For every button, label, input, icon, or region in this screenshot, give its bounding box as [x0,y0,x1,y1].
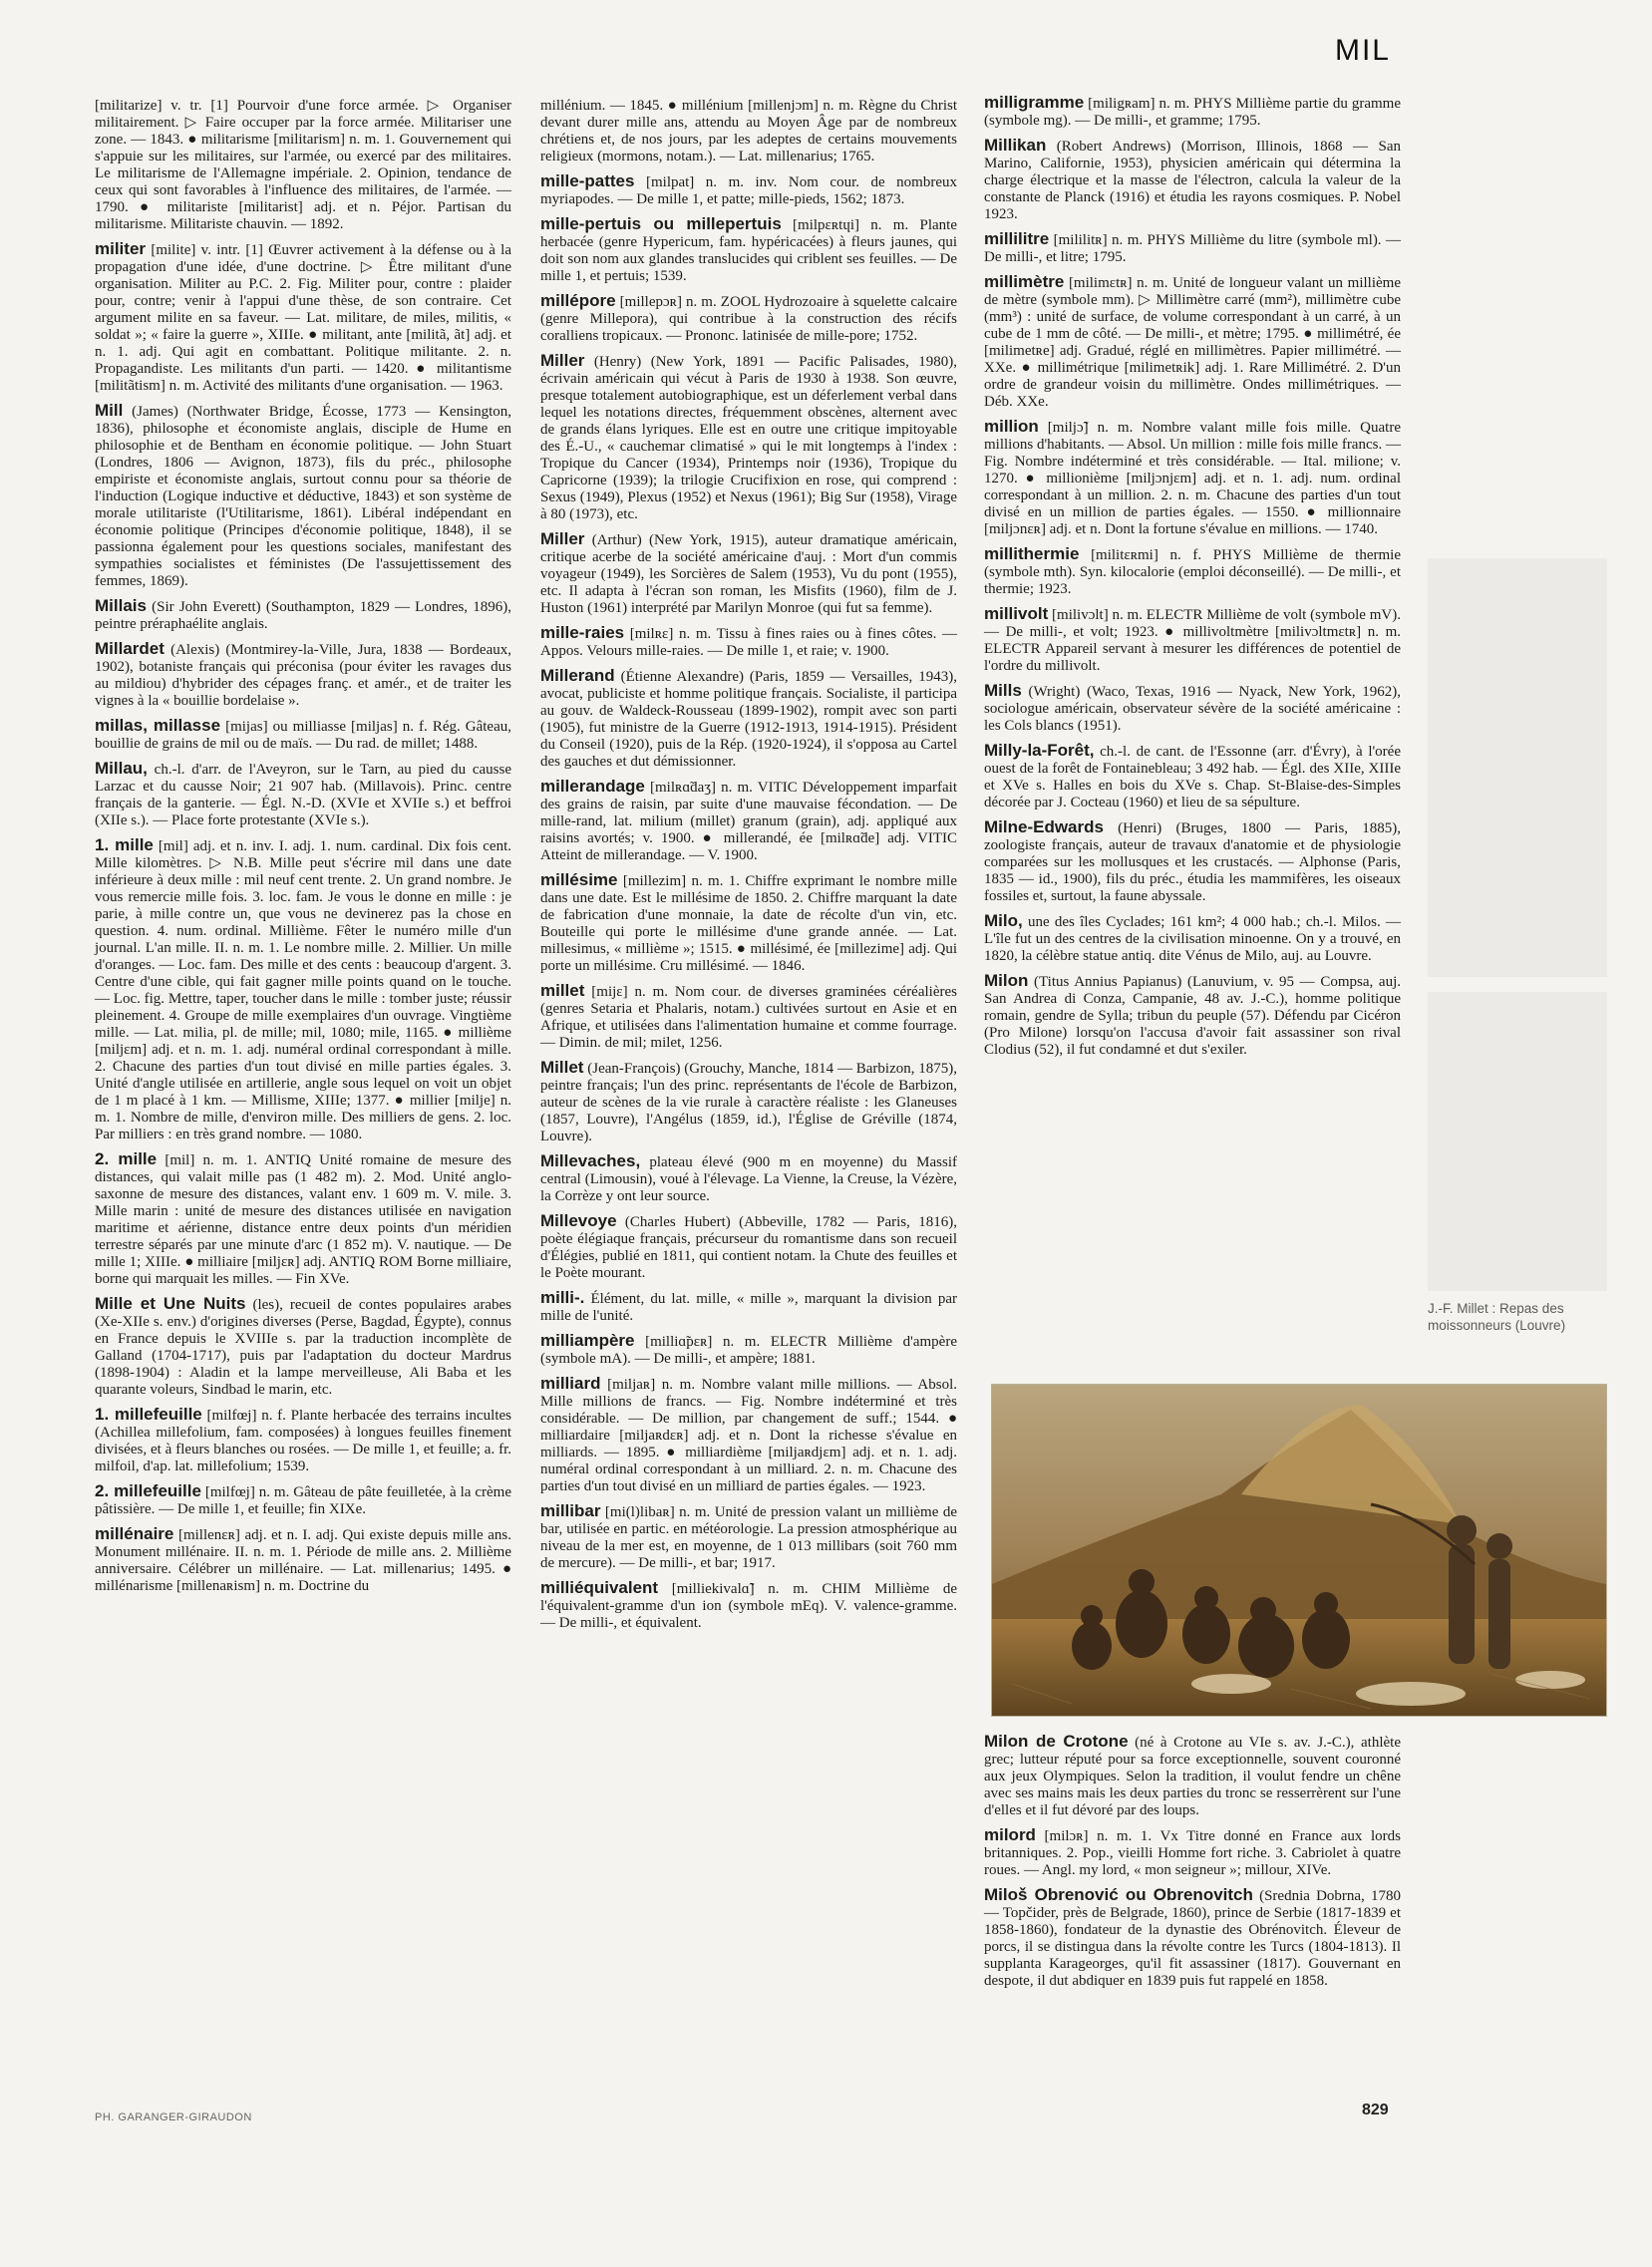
entry-text: (James) (Northwater Bridge, Écosse, 1773 — Kensington, 1836), philosophe et économiste anglais, disciple de Hume en philosophie et de Bentham en économie politique. — John Stuart (Londres, 1806 — Avignon, 1873), fils du préc., philosophe empiriste et économiste anglais, surtout connu pour sa théorie de l'induction (Logique inductive et déductive, 1843) et son système de morale utilitariste (l'Utilitarisme, 1861). Libéral indépendant en économie politique (Principes d'économie politique, 1848), il se passionna également pour les questions sociales, manifestant des sympathies socialistes et féministes (De l'assujettissement des femmes, 1869). [95,404,511,589]
entry-headword: Mill [95,401,124,420]
entry-headword: Miloš Obrenović ou Obrenovitch [984,1885,1253,1904]
dictionary-entry [984,94,1401,130]
entry-headword: millilitre [984,229,1050,248]
dictionary-entry [540,352,957,523]
entry-headword: militer [95,239,147,258]
entry-headword: 1. mille [95,835,154,854]
entry-headword: Milne-Edwards [984,817,1104,836]
dictionary-entry [984,1886,1401,1990]
entry-headword: Millau, [95,759,148,778]
dictionary-entry [95,836,511,1143]
dictionary-entry [984,545,1401,598]
text-column-1 [95,98,511,1602]
entry-headword: 2. mille [95,1149,158,1168]
entry-headword: millésime [540,870,618,889]
dictionary-entry [540,1152,957,1205]
entry-headword: millithermie [984,544,1080,563]
entry-text: (les), recueil de contes populaires arabes (Xe-XIIe s. env.) d'origines diverses (Perse, Bagdad, Égypte), connus en France depuis le XVIIIe s. par la traduction incomplète de Galland (1704-1717), puis par l'adaptation du docteur Mardrus (1898-1904) : Aladin et la lampe merveilleuse, Ali Baba et les quarante voleurs, Sindbad le marin, etc. [95,1297,511,1398]
entry-text: ch.-l. d'arr. de l'Aveyron, sur le Tarn, au pied du causse Larzac et du causse Noir; 21 907 hab. (Millavois). Princ. centre français de la ganterie. — Égl. N.-D. (XVIe et XVIIe s.) et beffroi (XIIe s.). — Place forte protestante (XVIe s.). [95,762,511,828]
entry-headword: millénaire [95,1524,174,1543]
entry-headword: millas, millasse [95,716,221,735]
entry-headword: Mille et Une Nuits [95,1294,246,1313]
entry-headword: Millais [95,596,147,615]
dictionary-entry [984,1826,1401,1879]
dictionary-entry [540,778,957,864]
dictionary-entry [984,818,1401,905]
dictionary-entry [540,667,957,771]
entry-text: [milɔʀ] n. m. 1. Vx Titre donné en France aux lords britanniques. 2. Pop., vieilli Homme fort riche. 3. Cabriolet à quatre roues. — Angl. my lord, « mon seigneur »; millour, XIVe. [984,1828,1401,1878]
entry-headword: millibar [540,1501,601,1520]
dictionary-entry [95,1406,511,1475]
dictionary-entry [95,98,511,233]
dictionary-entry [95,402,511,590]
painting-image [992,1385,1606,1716]
dictionary-entry [540,1579,957,1632]
entry-text: [milʀɛ] n. m. Tissu à fines raies ou à fines côtes. — Appos. Velours mille-raies. — De mille 1, et raie; v. 1900. [540,626,957,659]
text-column-2 [540,98,957,1639]
entry-headword: milliard [540,1374,601,1393]
dictionary-entry [984,418,1401,538]
dictionary-entry [540,982,957,1052]
dictionary-entry [95,597,511,633]
entry-text: [milpɛʀtɥi] n. m. Plante herbacée (genre Hypericum, fam. hypéricacées) à fleurs jaunes, qui doit son nom aux glandes translucides qui criblent ses feuilles. — De mille 1, et pertuis; 1539. [540,217,957,284]
entry-text: [milivɔlt] n. m. ELECTR Millième de volt (symbole mV). — De milli-, et volt; 1923. ● millivoltmètre [milivɔltmɛtʀ] n. m. ELECTR Appareil servant à mesurer les différences de potentiel de l'ordre du millivolt. [984,607,1401,674]
entry-text: [miljaʀ] n. m. Nombre valant mille millions. — Absol. Mille millions de francs. — Fig. Nombre indéterminé et très considérable. — De million, par changement de suff.; 1544. ● milliardaire [miljaʀdɛʀ] adj. et n. Dont la richesse s'évalue en milliards. — 1895. ● milliardième [miljaʀdjɛm] adj. et n. 1. adj. numéral ordinal correspondant à un milliard. 2. n. m. Chacune des parties d'un tout divisé en un milliard de parties égales. — 1923. [540,1377,957,1494]
entry-text: (né à Crotone au VIe s. av. J.-C.), athlète grec; lutteur réputé pour sa force exceptionnelle, souvent couronné aux jeux Olympiques. Selon la tradition, il voulut fendre un chêne avec ses mains mais les deux parties du tronc se resserrèrent sur l'une d'elles et il fut dévoré par des loups. [984,1735,1402,1818]
entry-headword: millerandage [540,777,645,796]
figure-caption-title: Repas des moissonneurs (Louvre) [1428,1301,1566,1333]
entry-text: (Sir John Everett) (Southampton, 1829 — Londres, 1896), peintre préraphaélite anglais. [95,599,511,632]
dictionary-entry [540,292,957,345]
entry-headword: milli-. [540,1288,585,1307]
dictionary-entry [540,215,957,285]
dictionary-entry [984,972,1401,1059]
entry-text: Élément, du lat. mille, « mille », marquant la division par mille de l'unité. [540,1291,957,1324]
entry-headword: Millikan [984,136,1047,155]
dictionary-entry [540,98,957,165]
dictionary-entry [540,1375,957,1495]
entry-text: (Robert Andrews) (Morrison, Illinois, 1868 — San Marino, Californie, 1953), physicien américain qui détermina la charge électrique et la masse de l'électron, calcula la valeur de la constante de Planck (1916) et étudia les rayons cosmiques. P. Nobel 1923. [984,139,1401,222]
dictionary-entry [984,230,1401,266]
entry-text: [mijɛ] n. m. Nom cour. de diverses graminées céréalières (genres Setaria et Phalaris, notam.) cultivées surtout en Asie et en Afrique, et utilisées dans l'alimentation humaine et comme fourrage. — Dimin. de mil; milet, 1256. [540,984,957,1051]
margin-band-upper [1428,558,1607,977]
dictionary-entry [984,742,1401,811]
entry-headword: 1. millefeuille [95,1405,202,1424]
entry-text: [milimɛtʀ] n. m. Unité de longueur valant un millième de mètre (symbole mm). ▷ Millimètre carré (mm²), millimètre cube (mm³) : unité de surface, de volume correspondant à un carré, à un cube de 1 mm de côté. — De milli-, et mètre; 1795. ● millimétré, ée [milimetʀe] adj. Gradué, réglé en millimètres. Papier millimétré. — XXe. ● millimétrique [milimetʀik] adj. 1. Rare Millimétré. 2. D'un ordre de grandeur voisin du millimètre. Ondes millimétriques. — Déb. XXe. [984,275,1401,410]
entry-text: [mil] adj. et n. inv. I. adj. 1. num. cardinal. Dix fois cent. Mille kilomètres. ▷ N.B. Mille peut s'écrire mil dans une date inférieure à deux mille : mil neuf cent trente. 2. Un grand nombre. Je vous remercie mille fois. 3. loc. fam. Je vous le donne en mille : je parie, à mille contre un, que vous ne devinerez pas la chose en question. 4. num. ordinal. Millième. Fêter le numéro mille d'un journal. L'an mille. II. n. m. 1. Le nombre mille. 2. Millier. Un mille d'oranges. — Loc. fam. Des mille et des cents : beaucoup d'argent. 3. Centre d'une cible, qui fait gagner mille points quand on le touche. — Loc. fig. Mettre, taper, toucher dans le mille : tomber juste; réussir pleinement. 4. Groupe de mille exemplaires d'un ouvrage. Vingtième mille. — Lat. milia, pl. de mille; mil, 1080; mile, 1165. ● millième [miljɛm] adj. et n. m. 1. adj. numéral ordinal correspondant à mille. 2. Chacune des parties d'un tout divisé en mille parties égales. 3. Unité d'angle utilisée en artillerie, angle sous lequel on voit un objet de 1 m placé à 1 km. — Millisme, XIIIe; 1377. ● millier [milje] n. m. 1. Nombre de mille, d'environ mille. Des milliers de gens. 2. loc. Par milliers : en très grand nombre. — 1080. [95,838,511,1142]
dictionary-entry [540,871,957,975]
entry-headword: millet [540,981,585,1000]
entry-headword: mille-pertuis ou millepertuis [540,214,782,233]
entry-text: [millenɛʀ] adj. et n. I. adj. Qui existe depuis mille ans. Monument millénaire. II. n. m. 1. Période de mille ans. 2. Millième anniversaire. Célébrer un millénaire. — Lat. millenarius; 1495. ● millénarisme [millenaʀism] n. m. Doctrine du [95,1527,511,1594]
entry-text: (Alexis) (Montmirey-la-Ville, Jura, 1838 — Bordeaux, 1902), botaniste français qui préconisa (pour éviter les ravages dus au mildiou) d'hybrider des cépages franç. et amér., et de traiter les vignes à la « bouillie bordelaise ». [95,642,511,709]
entry-headword: mille-raies [540,623,625,642]
entry-headword: Miller [540,351,585,370]
entry-text: [milʀɑ̃daʒ] n. m. VITIC Développement imparfait des grains de raisin, par suite d'une mauvaise fécondation. — De mille-rand, lat. milium (millet) granum (grain), adj. appliqué aux raisins avortés; v. 1900. ● millerandé, ée [milʀɑ̃de] adj. VITIC Atteint de millerandage. — V. 1900. [540,780,957,863]
entry-headword: Millevoye [540,1211,617,1230]
entry-text: (Étienne Alexandre) (Paris, 1859 — Versailles, 1943), avocat, publiciste et homme politique français. Socialiste, il participa au gouv. de Waldeck-Rousseau (1899-1902), rompit avec son parti (1905), fut ministre de la Guerre (1912-1913, 1914-1915). Président du Conseil (1920), puis de la Rép. (1920-1924), il s'opposa au Cartel des gauches et dut démissionner. [540,669,957,770]
entry-text: [milfœj] n. f. Plante herbacée des terrains incultes (Achillea millefolium, fam. composées) à longues feuilles finement divisées, et à fleurs blanches ou rosées. — De mille 1, et feuille; a. fr. milfoil, d'ap. lat. millefolium; 1539. [95,1408,511,1474]
entry-headword: Millerand [540,666,615,685]
entry-text: millénium. — 1845. ● millénium [millenjɔm] n. m. Règne du Christ devant durer mille ans, attendu au Moyen Âge par de nombreux chrétiens et, de nos jours, par les adeptes de certains mouvements religieux (mormons, notam.). — Lat. millenarius; 1765. [540,98,957,164]
dictionary-entry [984,912,1401,965]
running-head: MIL [1334,34,1391,67]
entry-text: [mi(l)libaʀ] n. m. Unité de pression valant un millième de bar, utilisée en partic. en météorologie. La pression atmosphérique au niveau de la mer est, en moyenne, de 1 013 millibars (soit 760 mm de mercure). — De milli-, et bar; 1917. [540,1504,957,1571]
dictionary-entry [95,1295,511,1399]
entry-headword: Millardet [95,639,165,658]
text-column-3-continued [984,1733,1401,1997]
dictionary-entry [95,1525,511,1595]
text-column-3 [984,94,1401,1066]
entry-headword: Miller [540,529,585,548]
entry-text: [milpat] n. m. inv. Nom cour. de nombreux myriapodes. — De mille 1, et patte; mille-pieds, 1562; 1873. [540,174,957,207]
dictionary-entry [540,624,957,660]
entry-text: (Arthur) (New York, 1915), auteur dramatique américain, critique acerbe de la société américaine d'auj. : Mort d'un commis voyageur (1949), les Sorcières de Salem (1953), Vu du pont (1955), etc. Il adapta à l'écran son roman, les Misfits (1960), film de J. Huston (1961) interprété par Marilyn Monroe (qui fut sa femme). [540,532,957,616]
entry-text: [mililitʀ] n. m. PHYS Millième du litre (symbole ml). — De milli-, et litre; 1795. [984,232,1401,265]
entry-headword: milliéquivalent [540,1578,659,1597]
entry-headword: millivolt [984,604,1049,623]
entry-text: [millepɔʀ] n. m. ZOOL Hydrozoaire à squelette calcaire (genre Millepora), qui contribue à la construction des récifs coralliens tropicaux. — Prononc. latinisée de mille-pore; 1752. [540,294,957,344]
dictionary-entry [540,1212,957,1282]
dictionary-entry [540,1332,957,1368]
dictionary-entry [984,137,1401,223]
entry-text: [milfœj] n. m. Gâteau de pâte feuilletée, à la crème pâtissière. — De mille 1, et feuille; fin XIXe. [95,1484,512,1517]
entry-headword: Mills [984,681,1022,700]
dictionary-entry [95,240,511,395]
dictionary-entry [984,682,1401,735]
margin-band-lower [1428,992,1607,1291]
entry-headword: Millevaches, [540,1151,641,1170]
entry-text: une des îles Cyclades; 161 km²; 4 000 hab.; ch.-l. Milos. — L'île fut un des centres de la civilisation minoenne. On y a trouvé, en 1820, la célèbre statue antiq. dite Vénus de Milo, auj. au Louvre. [984,914,1401,964]
entry-text: (Srednia Dobrna, 1780 — Topčider, près de Belgrade, 1860), prince de Serbie (1817-1839 et 1858-1860), fondateur de la dynastie des Obrénovitch. Éleveur de porcs, il se distingua dans la révolte contre les Turcs (1804-1813). Il supplanta Karageorges, qu'il fit assassiner (1817). Gouvernant en despote, il dut abdiquer en 1839 puis fut rappelé en 1858. [984,1888,1401,1989]
entry-headword: mille-pattes [540,171,635,190]
entry-headword: millépore [540,291,616,310]
entry-text: (Henry) (New York, 1891 — Pacific Palisades, 1980), écrivain américain qui vécut à Paris de 1930 à 1938. Son œuvre, presque totalement autobiographique, est un déferlement verbal dans lequel les notations directes, fréquemment obscènes, alternent avec de grands élans lyriques. Elle est en outre une critique impitoyable des É.-U., « cauchemar climatisé » qui le mit longtemps à l'index : Tropique du Cancer (1934), Printemps noir (1936), Tropique du Capricorne (1939); la trilogie Crucifixion en rose, qui comprend : Sexus (1949), Plexus (1952) et Nexus (1961); Big Sur (1958), Virage à 80 (1973), etc. [540,354,957,522]
entry-headword: millimètre [984,272,1065,291]
entry-text: (Jean-François) (Grouchy, Manche, 1814 — Barbizon, 1875), peintre français; l'un des princ. représentants de l'école de Barbizon, auteur de scènes de la vie rurale à caractère réaliste : les Glaneuses (1857, Louvre), l'Angélus (1859, id.), l'Église de Gréville (1874, Louvre). [540,1061,957,1144]
dictionary-entry [540,1502,957,1572]
entry-text: (Henri) (Bruges, 1800 — Paris, 1885), zoologiste français, auteur de travaux d'anatomie et de physiologie comparées sur les mollusques et les crustacés. — Alphonse (Paris, 1835 — id., 1900), fils du préc., étudia les mammifères, les oiseaux fossiles et, surtout, la faune abyssale. [984,820,1401,904]
dictionary-entry [984,605,1401,675]
entry-headword: milliampère [540,1331,635,1350]
entry-headword: Milo, [984,911,1023,930]
entry-text: [milliɑ̃pɛʀ] n. m. ELECTR Millième d'ampère (symbole mA). — De milli-, et ampère; 1881. [540,1334,957,1367]
entry-text: [militarize] v. tr. [1] Pourvoir d'une force armée. ▷ Organiser militairement. ▷ Faire occuper par la force armée. Militariser une zone. — 1843. ● militarisme [militarism] n. m. 1. Gouvernement qui s'appuie sur les militaires, sur l'armée, ou exercé par des militaires. Le militarisme de l'Allemagne impériale. 2. Opinion, tendance de ceux qui sont favorables à l'influence des militaires, de l'armée. — 1790. ● militariste [militarist] adj. et n. Péjor. Partisan du militarisme. Militariste chauvin. — 1892. [95,98,511,232]
entry-headword: million [984,417,1039,436]
entry-text: (Charles Hubert) (Abbeville, 1782 — Paris, 1816), poète élégiaque français, précurseur du romantisme dans son recueil d'Élégies, publié en 1811, qui contient notam. la Chute des feuilles et le Poète mourant. [540,1214,957,1281]
entry-text: [milliekivalɑ̃] n. m. CHIM Millième de l'équivalent-gramme d'un ion (symbole mEq). V. valence-gramme. — De milli-, et équivalent. [540,1581,957,1631]
dictionary-entry [540,530,957,617]
entry-text: [millezim] n. m. 1. Chiffre exprimant le nombre mille dans une date. Est le millésime de 1850. 2. Chiffre marquant la date de fabrication d'une monnaie, la date de récolte d'un vin, etc. Bouteille qui porte le millésime d'une grande année. — Lat. millesimus, « millième »; 1515. ● millésimé, ée [millezime] adj. Qui porte un millésime. Cru millésimé. — 1846. [540,873,957,974]
page-number: 829 [1362,2102,1389,2118]
dictionary-entry [984,1733,1401,1819]
painting-illustration [991,1384,1607,1717]
entry-headword: Milon de Crotone [984,1732,1129,1751]
entry-text: [mil] n. m. 1. ANTIQ Unité romaine de mesure des distances, qui valait mille pas (1 482 m). 2. Mod. Unité anglo-saxonne de mesure des distances, valant env. 1 609 m. V. mile. 3. Mille marin : unité de mesure des distances utilisée en navigation maritime et aérienne, distance entre deux points d'un méridien terrestre séparés par une minute d'arc (1 852 m). V. nautique. — De mille 1; XIIIe. ● milliaire [miljɛʀ] adj. ANTIQ ROM Borne milliaire, borne qui marquait les milles. — Fin XVe. [95,1152,512,1287]
entry-text: ch.-l. de cant. de l'Essonne (arr. d'Évry), à l'orée ouest de la forêt de Fontainebleau; 3 492 hab. — Égl. des XIIe, XIIIe et XVe s. Halles en bois du XVe s. Chap. St-Blaise-des-Simples décorée par J. Cocteau (1960) et lieu de sa sépulture. [984,744,1401,810]
entry-text: [miljɔ̃] n. m. Nombre valant mille fois mille. Quatre millions d'habitants. — Absol. Un million : mille fois mille francs. — Fig. Nombre indéterminé et très considérable. — Ital. milione; v. 1270. ● millionième [miljɔnjɛm] adj. et n. 1. adj. num. ordinal correspondant à un million. 2. n. m. Chacune des parties d'un tout divisé en un million de parties égales. — 1550. ● millionnaire [miljɔnɛʀ] adj. et n. Dont la fortune s'évalue en millions. — 1740. [984,420,1401,537]
entry-headword: milligramme [984,93,1085,112]
entry-text: [mijas] ou milliasse [miljas] n. f. Rég. Gâteau, bouillie de grains de mil ou de maïs. — Du rad. de millet; 1488. [95,719,511,752]
photo-credit: PH. GARANGER-GIRAUDON [95,2111,252,2123]
entry-text: [milite] v. intr. [1] Œuvrer activement à la défense ou à la propagation d'une idée, d'une doctrine. ▷ Être militant d'une organisation. Militer au P.C. 2. Fig. Militer pour, contre : plaider pour, contre; venir à l'appui d'une thèse, de son contraire. Cet argument milite en sa faveur. — Lat. militare, de miles, militis, « soldat »; « faire la guerre », XIIIe. ● militant, ante [militã, ãt] adj. et n. 1. adj. Qui agit en combattant. Politique militante. 2. n. Propagandiste. Les militants d'un parti. — 1420. ● militantisme [militãtism] n. m. Activité des militants d'une organisation. — 1963. [95,242,511,394]
entry-text: (Wright) (Waco, Texas, 1916 — Nyack, New York, 1962), sociologue américain, observateur sévère de la société américaine : les Cols blancs (1951). [984,684,1401,734]
dictionary-entry [540,1059,957,1145]
dictionary-entry [95,760,511,829]
entry-headword: milord [984,1825,1036,1844]
dictionary-entry [540,1289,957,1325]
dictionary-entry [540,172,957,208]
entry-text: [militɛʀmi] n. f. PHYS Millième de thermie (symbole mth). Syn. kilocalorie (emploi déconseillé). — De milli-, et thermie; 1923. [984,547,1401,597]
dictionary-entry [95,640,511,710]
figure-caption-author: J.-F. Millet : [1428,1301,1496,1316]
entry-headword: Milon [984,971,1029,990]
dictionary-entry [95,1150,511,1288]
dictionary-entry [95,1482,511,1518]
entry-headword: Milly-la-Forêt, [984,741,1095,760]
dictionary-entry [984,273,1401,411]
entry-text: [miligʀam] n. m. PHYS Millième partie du gramme (symbole mg). — De milli-, et gramme; 1795. [984,96,1401,129]
figure-caption [1428,1300,1607,1334]
entry-headword: Millet [540,1058,584,1077]
entry-headword: 2. millefeuille [95,1481,201,1500]
entry-text: (Titus Annius Papianus) (Lanuvium, v. 95 — Compsa, auj. San Andrea di Conza, Campanie, 48 av. J.-C.), homme politique romain, gendre de Sylla; tribun du peuple (57). Défendu par Cicéron (Pro Milone) lorsqu'on l'accusa d'avoir fait assassiner son rival Clodius (52), il fut condamné et dut s'exiler. [984,974,1401,1058]
entry-text: plateau élevé (900 m en moyenne) du Massif central (Limousin), voué à l'élevage. La Vienne, la Creuse, la Vézère, la Corrèze y ont leur source. [540,1154,957,1204]
dictionary-entry [95,717,511,753]
